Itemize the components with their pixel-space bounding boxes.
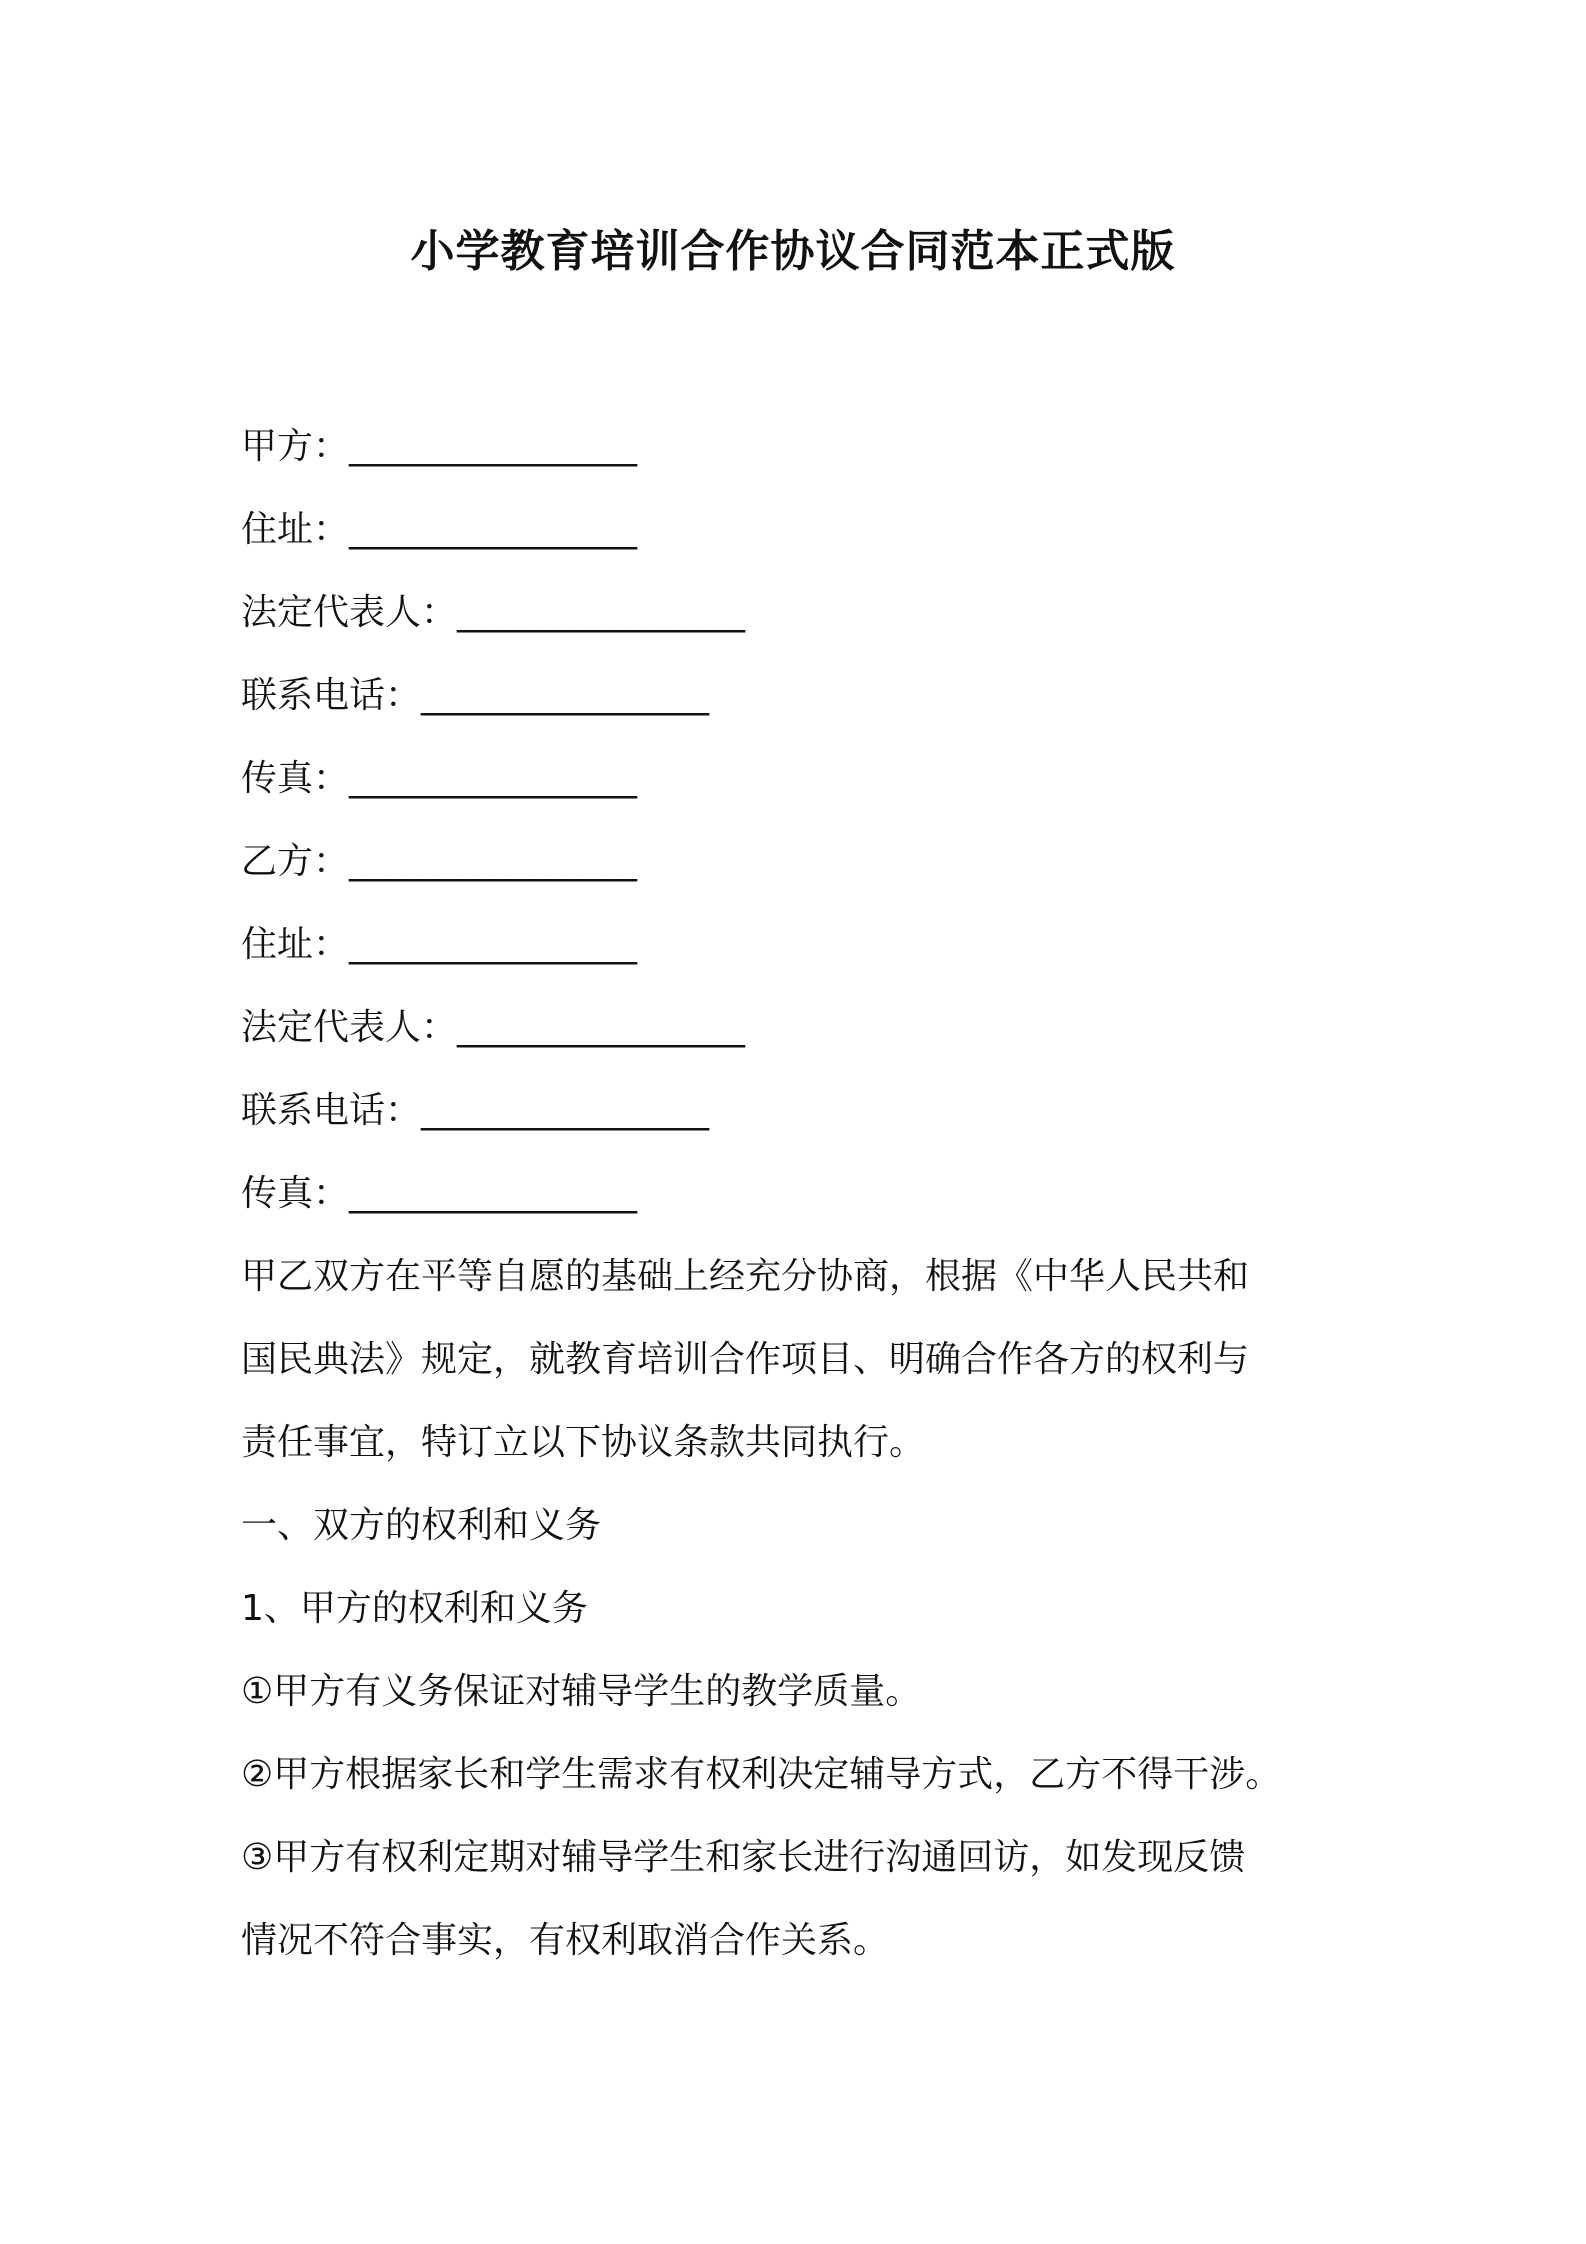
- clause-list: [241, 1650, 1391, 1982]
- field-blank: ________________: [349, 509, 638, 550]
- field-label: 甲方：: [241, 426, 350, 467]
- field-label: 法定代表人：: [241, 1007, 458, 1048]
- field-party-a-legal-rep: [241, 571, 1391, 654]
- field-party-b-fax: [241, 1152, 1391, 1235]
- field-blank: ________________: [349, 758, 638, 799]
- section-heading: 一、双方的权利和义务: [241, 1505, 602, 1546]
- field-blank: ________________: [457, 592, 746, 633]
- field-label: 住址：: [241, 924, 350, 965]
- field-party-a: [241, 405, 1391, 488]
- clause-1: ①甲方有义务保证对辅导学生的教学质量。: [241, 1671, 922, 1712]
- field-label: 联系电话：: [241, 1090, 422, 1131]
- field-label: 传真：: [241, 1173, 350, 1214]
- field-label: 法定代表人：: [241, 592, 458, 633]
- field-label: 传真：: [241, 758, 350, 799]
- field-blank: ________________: [457, 1007, 746, 1048]
- document-title: 小学教育培训合作协议合同范本正式版: [410, 226, 1176, 277]
- field-label: 乙方：: [241, 841, 350, 882]
- clause-3-line-2: 情况不符合事实，有权利取消合作关系。: [241, 1920, 890, 1961]
- field-party-a-phone: [241, 654, 1391, 737]
- document-body: [241, 405, 1391, 1982]
- intro-line: 责任事宜，特订立以下协议条款共同执行。: [241, 1422, 926, 1463]
- clause-2: ②甲方根据家长和学生需求有权利决定辅导方式，乙方不得干涉。: [241, 1754, 1282, 1795]
- field-blank: ________________: [349, 426, 638, 467]
- field-blank: ________________: [349, 924, 638, 965]
- field-party-a-fax: [241, 737, 1391, 820]
- intro-line: 甲乙双方在平等自愿的基础上经充分协商，根据《中华人民共和: [241, 1256, 1250, 1297]
- field-label: 住址：: [241, 509, 350, 550]
- field-party-b-phone: [241, 1069, 1391, 1152]
- field-party-a-address: [241, 488, 1391, 571]
- party-fields: [241, 405, 1391, 1235]
- field-party-b: [241, 820, 1391, 903]
- field-party-b-legal-rep: [241, 986, 1391, 1069]
- field-label: 联系电话：: [241, 675, 422, 716]
- intro-paragraph: [241, 1235, 1371, 1484]
- subsection-heading: 1、甲方的权利和义务: [241, 1588, 588, 1629]
- field-blank: ________________: [349, 841, 638, 882]
- field-party-b-address: [241, 903, 1391, 986]
- field-blank: ________________: [349, 1173, 638, 1214]
- field-blank: ________________: [421, 1090, 710, 1131]
- intro-line: 国民典法》规定，就教育培训合作项目、明确合作各方的权利与: [241, 1339, 1250, 1380]
- field-blank: ________________: [421, 675, 710, 716]
- clause-3-line-1: ③甲方有权利定期对辅导学生和家长进行沟通回访，如发现反馈: [241, 1837, 1246, 1878]
